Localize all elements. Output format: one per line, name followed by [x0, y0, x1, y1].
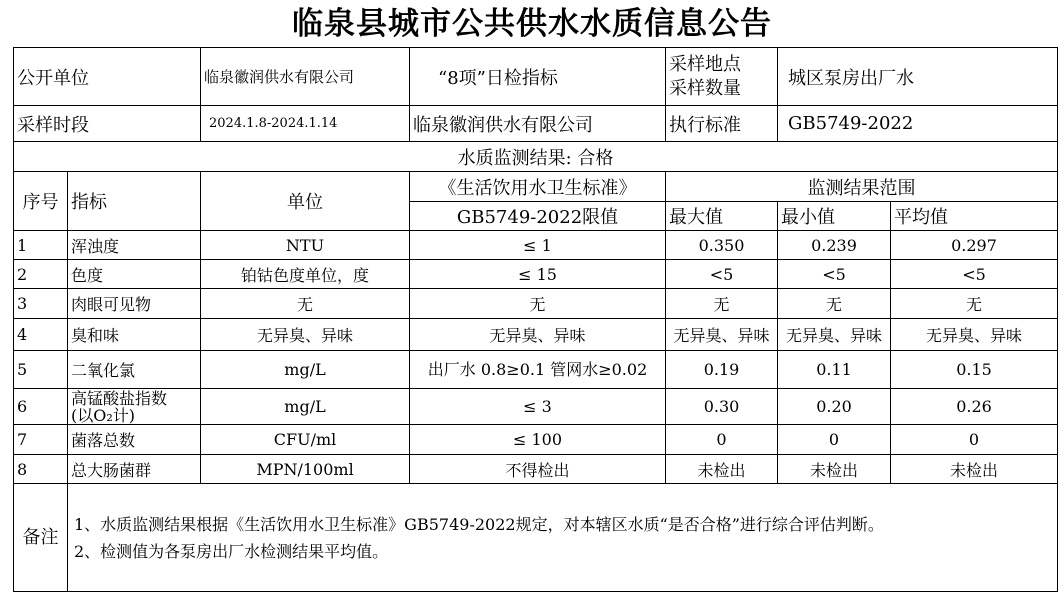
publisher-label: 公开单位: [14, 48, 201, 106]
publisher-value: 临泉徽润供水有限公司: [201, 48, 410, 106]
water-quality-table: [13, 47, 1058, 592]
row-max: 0.30: [666, 389, 778, 425]
header-max: 最大值: [666, 202, 778, 231]
header-row-1: [14, 172, 1058, 202]
row-avg: 0.26: [891, 389, 1058, 425]
site-label: [666, 48, 778, 106]
standard-value: GB5749-2022: [778, 106, 1058, 142]
site-label-line-1: 采样地点: [669, 53, 742, 75]
table-row: [14, 389, 1058, 425]
table-row: [14, 260, 1058, 289]
row-min: 0.11: [778, 351, 891, 389]
row-limit: 出厂水 0.8≥0.1 管网水≥0.02: [410, 351, 666, 389]
period-value: 2024.1.8-2024.1.14: [201, 106, 410, 142]
header-unit: 单位: [201, 172, 410, 231]
row-indicator: 菌落总数: [68, 425, 201, 455]
table-row: [14, 351, 1058, 389]
row-indicator: 臭和味: [68, 319, 201, 351]
row-limit: ≤ 1: [410, 231, 666, 260]
row-seq: 8: [14, 455, 68, 484]
header-limit-line-2: GB5749-2022限值: [410, 202, 666, 231]
info-row-1: [14, 48, 1058, 106]
row-max: 0: [666, 425, 778, 455]
row-seq: 7: [14, 425, 68, 455]
row-unit: 铂钴色度单位，度: [201, 260, 410, 289]
row-limit: ≤ 15: [410, 260, 666, 289]
table-row: [14, 231, 1058, 260]
row-unit: NTU: [201, 231, 410, 260]
header-range: 监测结果范围: [666, 172, 1058, 202]
table-row: [14, 425, 1058, 455]
header-indicator: 指标: [68, 172, 201, 231]
row-limit: 无: [410, 289, 666, 319]
row-avg: 0.15: [891, 351, 1058, 389]
row-seq: 3: [14, 289, 68, 319]
header-limit-line-1: 《生活饮用水卫生标准》: [410, 172, 666, 202]
row-seq: 2: [14, 260, 68, 289]
table-row: [14, 289, 1058, 319]
row-unit: mg/L: [201, 351, 410, 389]
notes-label: 备注: [14, 484, 68, 592]
period-label: 采样时段: [14, 106, 201, 142]
row-unit: mg/L: [201, 389, 410, 425]
row-min: 未检出: [778, 455, 891, 484]
table-row: [14, 455, 1058, 484]
row-limit: ≤ 3: [410, 389, 666, 425]
row-limit: 不得检出: [410, 455, 666, 484]
row-min: 无: [778, 289, 891, 319]
result-line: 水质监测结果: 合格: [14, 142, 1058, 172]
row-avg: 未检出: [891, 455, 1058, 484]
row-max: 0.19: [666, 351, 778, 389]
table-row: [14, 319, 1058, 351]
row-unit: CFU/ml: [201, 425, 410, 455]
row-seq: 4: [14, 319, 68, 351]
row-max: 无: [666, 289, 778, 319]
notes-row: [14, 484, 1058, 592]
row-indicator: 色度: [68, 260, 201, 289]
row-indicator: [68, 389, 201, 425]
row-max: 无异臭、异味: [666, 319, 778, 351]
row-indicator: 肉眼可见物: [68, 289, 201, 319]
site-label-line-2: 采样数量: [669, 77, 742, 99]
note-2: 2、检测值为各泵房出厂水检测结果平均值。: [74, 541, 389, 561]
row-avg: 无: [891, 289, 1058, 319]
row-avg: 0.297: [891, 231, 1058, 260]
header-avg: 平均值: [891, 202, 1058, 231]
row-min: 无异臭、异味: [778, 319, 891, 351]
row-limit: ≤ 100: [410, 425, 666, 455]
standard-label: 执行标准: [666, 106, 778, 142]
row-max: 未检出: [666, 455, 778, 484]
row-seq: 6: [14, 389, 68, 425]
row-indicator: 总大肠菌群: [68, 455, 201, 484]
header-seq: 序号: [14, 172, 68, 231]
row-min: 0.239: [778, 231, 891, 260]
result-row: [14, 142, 1058, 172]
row-unit: MPN/100ml: [201, 455, 410, 484]
item-value: “8项”日检指标: [410, 48, 666, 106]
row-limit: 无异臭、异味: [410, 319, 666, 351]
site-value: 城区泵房出厂水: [778, 48, 1058, 106]
row-avg: 无异臭、异味: [891, 319, 1058, 351]
row-indicator: 浑浊度: [68, 231, 201, 260]
row-min: 0: [778, 425, 891, 455]
tester-value: 临泉徽润供水有限公司: [410, 106, 666, 142]
row-indicator-line-1: 高锰酸盐指数: [71, 388, 168, 408]
row-max: 0.350: [666, 231, 778, 260]
row-seq: 1: [14, 231, 68, 260]
row-avg: 0: [891, 425, 1058, 455]
row-max: <5: [666, 260, 778, 289]
row-indicator-line-2: (以O₂计): [71, 405, 136, 425]
info-row-2: [14, 106, 1058, 142]
row-seq: 5: [14, 351, 68, 389]
note-1: 1、水质监测结果根据《生活饮用水卫生标准》GB5749-2022规定，对本辖区水质“是否合格”进行综合评估判断。: [74, 514, 884, 534]
row-min: 0.20: [778, 389, 891, 425]
header-min: 最小值: [778, 202, 891, 231]
row-avg: <5: [891, 260, 1058, 289]
row-indicator: 二氧化氯: [68, 351, 201, 389]
row-unit: 无异臭、异味: [201, 319, 410, 351]
notes-body: [68, 484, 1058, 592]
page-title: 临泉县城市公共供水水质信息公告: [292, 6, 772, 42]
row-unit: 无: [201, 289, 410, 319]
row-min: <5: [778, 260, 891, 289]
